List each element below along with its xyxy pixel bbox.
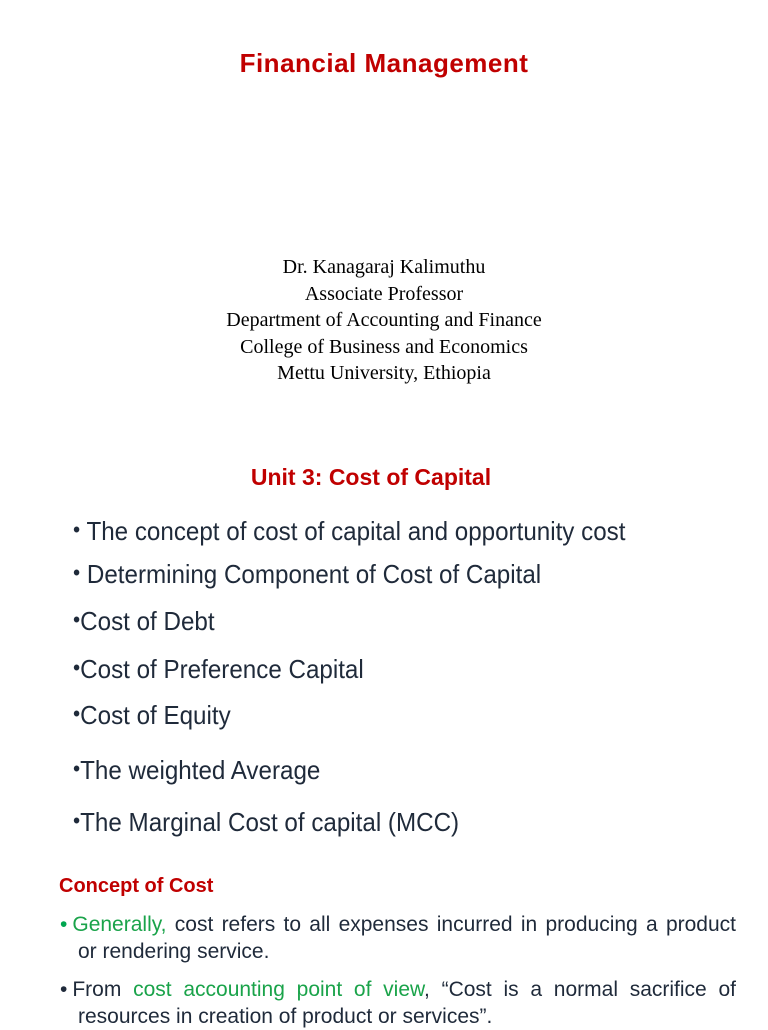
bullet-icon: • [60, 978, 68, 1001]
author-position: Associate Professor [304, 282, 464, 305]
highlight-text: Generally, [72, 913, 167, 936]
bullet-icon: • [73, 756, 81, 781]
topic-item: •Cost of Preference Capital [73, 654, 364, 684]
author-university: Mettu University, Ethiopia [277, 362, 491, 384]
topic-item: •Cost of Equity [73, 700, 231, 730]
bullet-icon: • [73, 808, 81, 833]
topic-item: •Cost of Debt [73, 606, 215, 636]
author-college: College of Business and Economics [240, 335, 528, 358]
bullet-icon: • [73, 607, 81, 632]
highlight-text: cost accounting point of view [133, 978, 425, 1001]
topic-item: •The Marginal Cost of capital (MCC) [73, 807, 460, 837]
author-department: Department of Accounting and Finance [226, 309, 542, 331]
bullet-icon: • [73, 517, 81, 542]
author-block [0, 254, 768, 387]
author-name: Dr. Kanagaraj Kalimuthu [282, 256, 486, 278]
topic-item: • Determining Component of Cost of Capital [73, 559, 542, 589]
topic-item: •The weighted Average [73, 755, 321, 785]
bullet-icon: • [73, 701, 81, 726]
paragraph-cost-accounting: • From cost accounting point of view, “Cost is a normal sacrifice of resources in creation of product or services”. [60, 978, 736, 1028]
unit-title: Unit 3: Cost of Capital [250, 464, 492, 490]
bullet-icon: • [73, 655, 81, 680]
section-heading: Concept of Cost [59, 875, 214, 897]
bullet-icon: • [60, 913, 68, 936]
document-title: Financial Management [239, 48, 529, 78]
bullet-icon: • [73, 560, 81, 585]
paragraph-generally: • Generally, cost refers to all expenses incurred in producing a product or rendering service. [60, 913, 736, 963]
topic-item: • The concept of cost of capital and opportunity cost [73, 516, 626, 546]
